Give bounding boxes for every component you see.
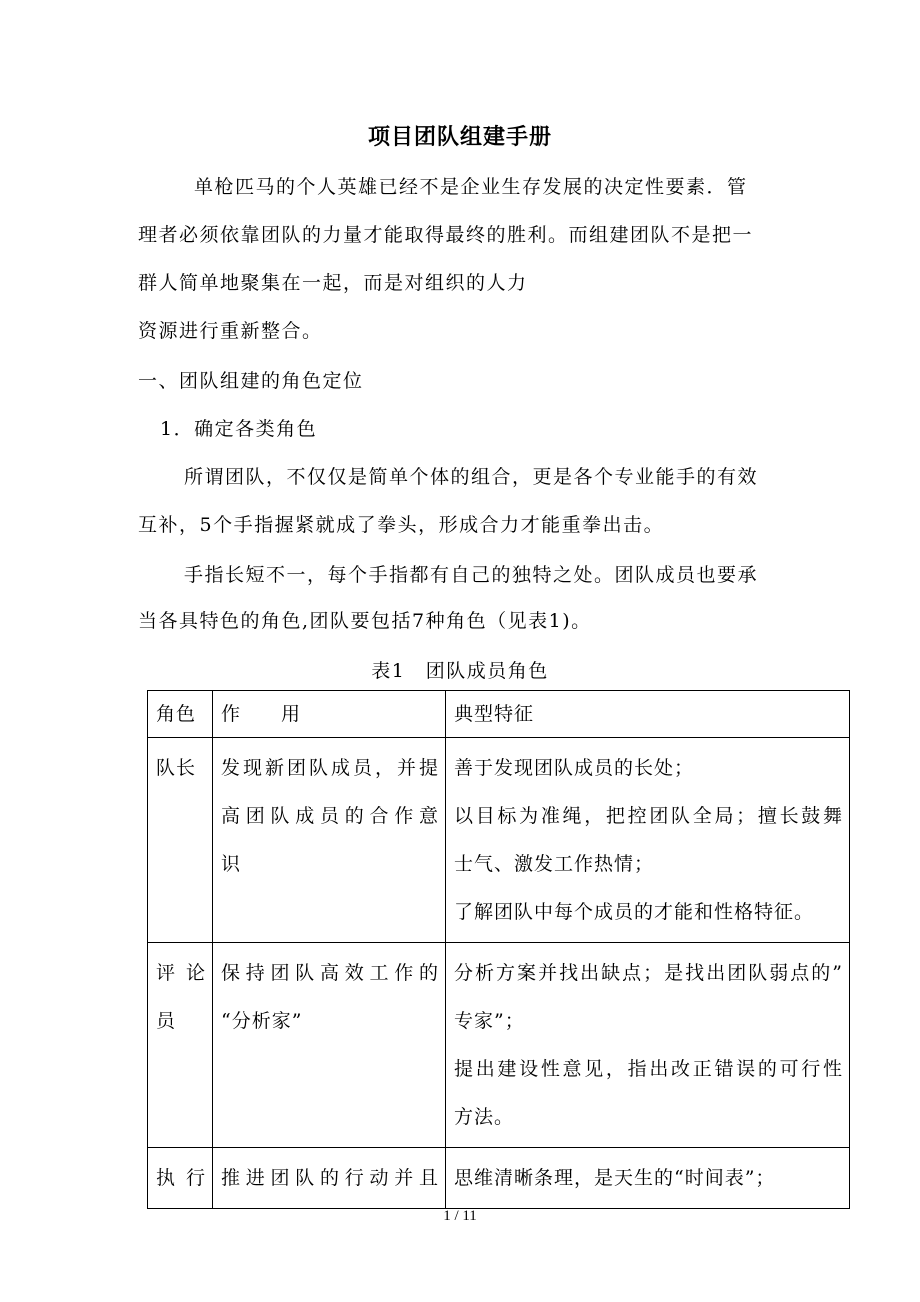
traits-line: 善于发现团队成员的长处； bbox=[454, 757, 695, 779]
traits-cell bbox=[446, 738, 850, 943]
traits-line: 分析方案并找出缺点；是找出团队弱点的” bbox=[454, 962, 843, 984]
paragraph-1-line-1: 所谓团队，不仅仅是简单个体的组合，更是各个专业能手的有效 bbox=[184, 466, 759, 488]
header-role: 角色 bbox=[148, 691, 213, 738]
intro-line-2: 理者必须依靠团队的力量才能取得最终的胜利。而组建团队不是把一 bbox=[138, 224, 754, 246]
paragraph-1-line-2: 互补，5个手指握紧就成了拳头，形成合力才能重拳出击。 bbox=[138, 514, 665, 536]
function-line: “分析家” bbox=[221, 1010, 303, 1032]
table-row bbox=[148, 943, 850, 1148]
traits-cell bbox=[446, 943, 850, 1148]
traits-cell bbox=[446, 1148, 850, 1209]
header-traits: 典型特征 bbox=[446, 691, 850, 738]
traits-line: 士气、激发工作热情； bbox=[454, 853, 655, 875]
function-cell bbox=[213, 1148, 446, 1209]
role-cell: 队长 bbox=[148, 738, 213, 943]
traits-line: 方法。 bbox=[454, 1106, 515, 1128]
role-line: 评论 bbox=[156, 962, 206, 984]
section-heading: 一、团队组建的角色定位 bbox=[138, 370, 364, 392]
page-number: 1 / 11 bbox=[443, 1208, 477, 1224]
function-cell bbox=[213, 738, 446, 943]
role-line: 员 bbox=[156, 1010, 177, 1032]
table-caption: 表1 团队成员角色 bbox=[371, 660, 549, 682]
traits-line: 提出建设性意见，指出改正错误的可行性 bbox=[454, 1058, 843, 1080]
function-line: 高团队成员的合作意 bbox=[221, 805, 439, 827]
function-line: 识 bbox=[221, 853, 242, 875]
paragraph-2-line-2: 当各具特色的角色,团队要包括7种角色（见表1)。 bbox=[138, 610, 592, 632]
intro-line-1: 单枪匹马的个人英雄已经不是企业生存发展的决定性要素．管 bbox=[194, 176, 748, 198]
roles-table bbox=[147, 690, 850, 1209]
function-line: 保持团队高效工作的 bbox=[221, 962, 439, 984]
traits-line: 专家”； bbox=[454, 1010, 525, 1032]
role-line: 执行 bbox=[156, 1167, 206, 1189]
traits-line: 以目标为准绳，把控团队全局；擅长鼓舞 bbox=[454, 805, 843, 827]
traits-line: 思维清晰条理，是天生的“时间表”； bbox=[454, 1167, 776, 1189]
table-header-row bbox=[148, 691, 850, 738]
intro-line-3: 群人简单地聚集在一起，而是对组织的人力 bbox=[138, 272, 528, 294]
function-cell bbox=[213, 943, 446, 1148]
function-line: 发现新团队成员，并提 bbox=[221, 757, 439, 779]
intro-line-4: 资源进行重新整合。 bbox=[138, 320, 323, 342]
document-title: 项目团队组建手册 bbox=[367, 125, 552, 150]
table-row bbox=[148, 1148, 850, 1209]
role-cell bbox=[148, 1148, 213, 1209]
paragraph-2-line-1: 手指长短不一，每个手指都有自己的独特之处。团队成员也要承 bbox=[184, 564, 759, 586]
traits-line: 了解团队中每个成员的才能和性格特征。 bbox=[454, 901, 815, 923]
header-function: 作 用 bbox=[213, 691, 446, 738]
subsection-heading: 1．确定各类角色 bbox=[160, 418, 318, 440]
function-line: 推进团队的行动并且 bbox=[221, 1167, 439, 1189]
table-row bbox=[148, 738, 850, 943]
role-cell bbox=[148, 943, 213, 1148]
